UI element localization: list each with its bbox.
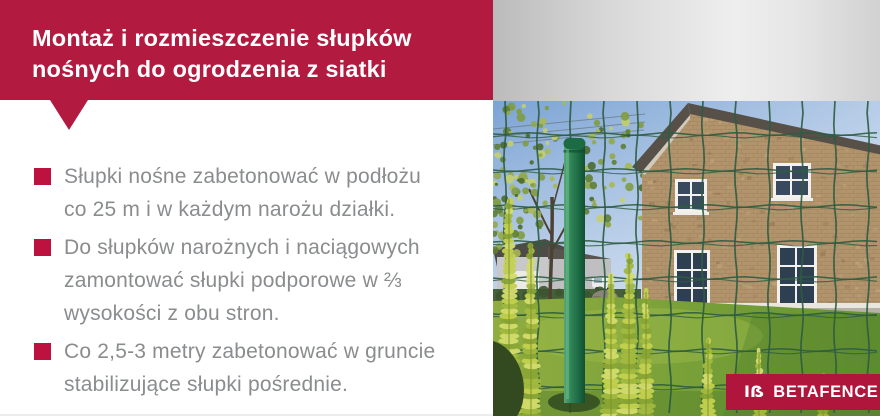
- list-item-text: Co 2,5-3 metry zabetonować w gruncie: [64, 340, 436, 363]
- window-ground-right: [777, 245, 817, 306]
- window-upper-right: [771, 163, 813, 201]
- page-title-line1: Montaż i rozmieszczenie słupków: [32, 25, 412, 51]
- list-item: [32, 231, 472, 330]
- list-item-text: Słupki nośne zabetonować w podłożu: [64, 165, 422, 188]
- fence-photo: [493, 101, 880, 416]
- betafence-logo-badge: [726, 374, 880, 410]
- bullet-square-icon: [34, 343, 51, 360]
- list-item-text: wysokości z obu stron.: [64, 302, 280, 325]
- list-item-text: zamontować słupki podporowe w ⅔: [64, 269, 402, 292]
- list-item: [32, 335, 472, 401]
- bullet-square-icon: [34, 239, 51, 256]
- page-title-line2: nośnych do ogrodzenia z siatki: [32, 56, 387, 82]
- betafence-logo-text: BETAFENCE: [773, 382, 879, 401]
- fence-photo-illustration: [493, 101, 880, 416]
- instruction-list: [32, 160, 472, 406]
- betafence-logo-icon: Iẞ: [744, 382, 765, 401]
- list-item-text: Do słupków narożnych i naciągowych: [64, 236, 420, 259]
- gray-gradient-band: [493, 0, 880, 101]
- list-item-text: stabilizujące słupki pośrednie.: [64, 373, 349, 396]
- list-item-text: co 25 m i w każdym narożu działki.: [64, 198, 396, 221]
- photo-panel: [493, 0, 880, 416]
- list-item: [32, 160, 472, 226]
- title-banner: [0, 0, 493, 100]
- bullet-square-icon: [34, 168, 51, 185]
- banner-pointer-triangle: [50, 100, 88, 130]
